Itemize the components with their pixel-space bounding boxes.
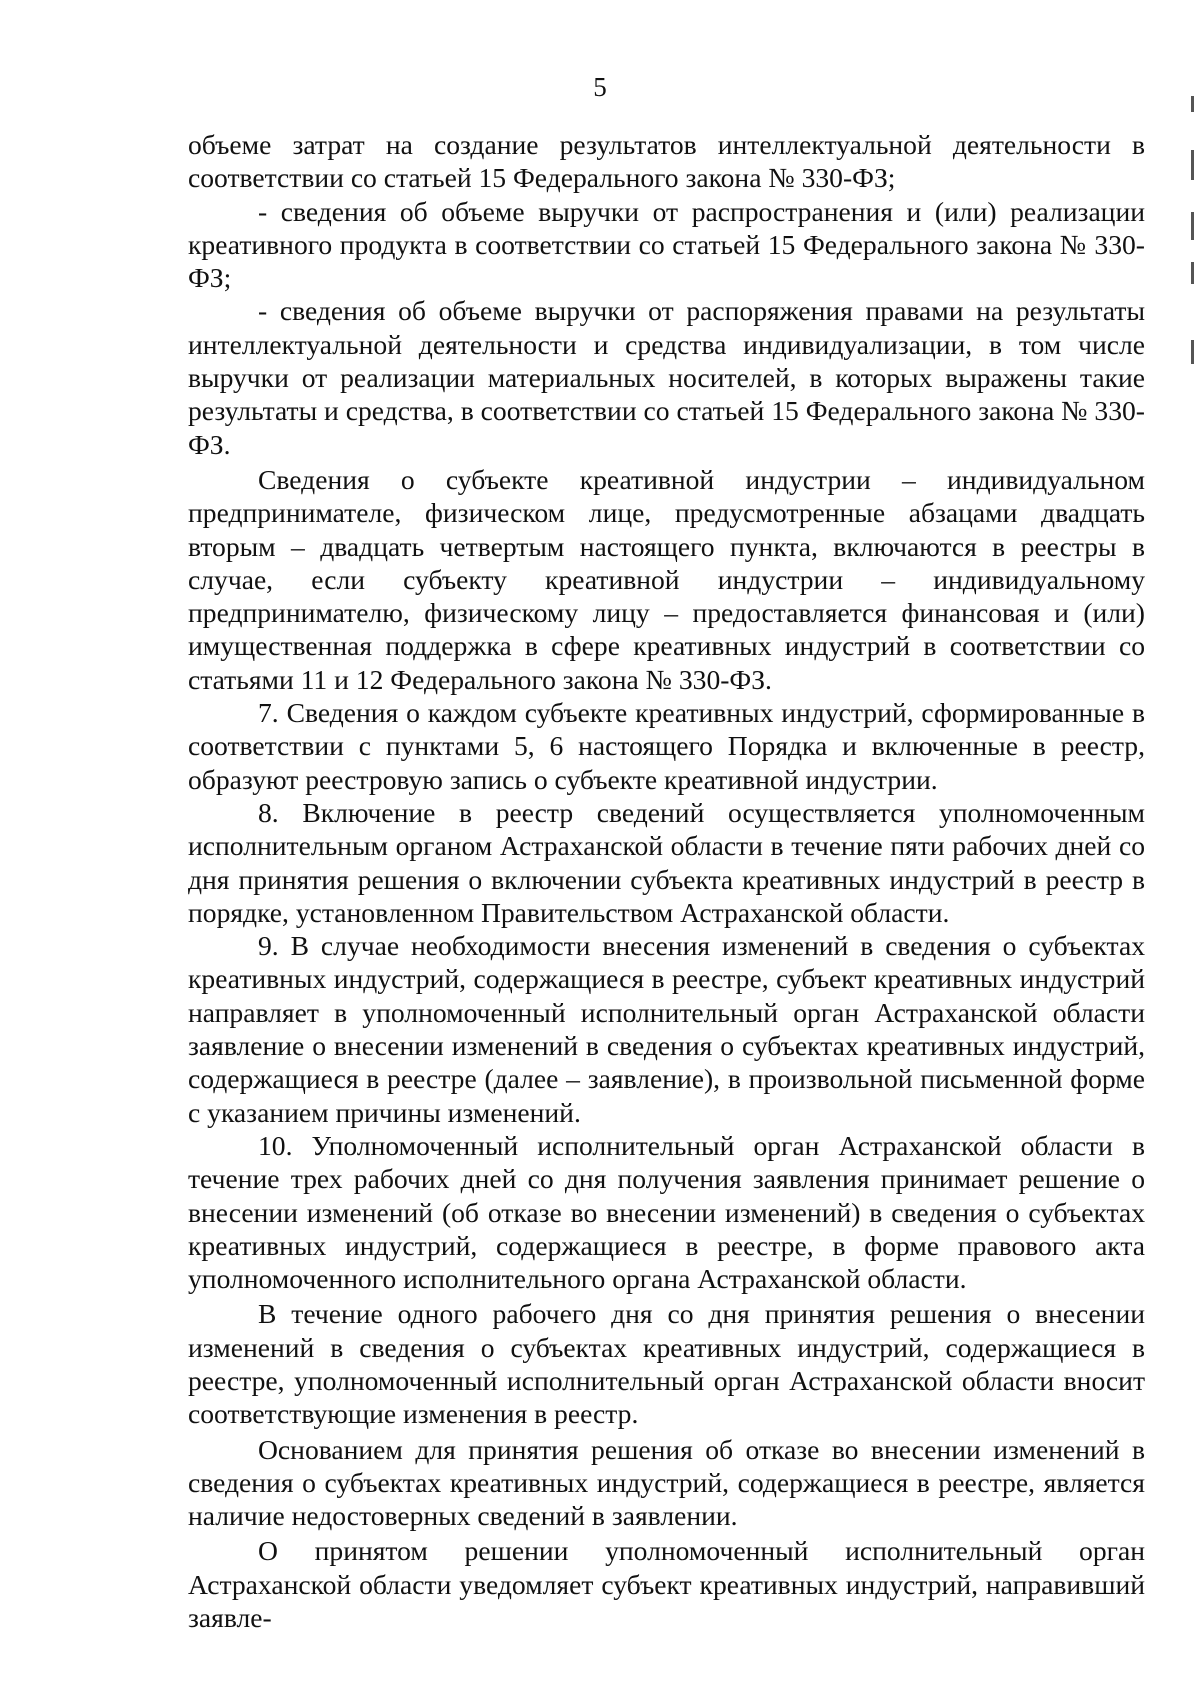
document-body <box>188 128 1145 1634</box>
paragraph: - сведения об объеме выручки от распространения и (или) реализации креативного продукта в соответствии со статьей 15 Федерального закона № 330-ФЗ; <box>188 195 1145 294</box>
paragraph: - сведения об объеме выручки от распоряжения правами на результаты интеллектуальной деятельности и средства индивидуализации, в том числе выручки от реализации материальных носителей, в которых выражены такие результаты и средства, в соответствии со статьей 15 Федерального закона № 330-ФЗ. <box>188 295 1145 460</box>
paragraph: 10. Уполномоченный исполнительный орган Астраханской области в течение трех рабочих дней со дня получения заявления принимает решение о внесении изменений (об отказе во внесении изменений) в сведения о субъектах креативных индустрий, содержащиеся в реестре, в форме правового акта уполномоченного исполнительного органа Астраханской области. <box>188 1129 1145 1295</box>
paragraph: О принятом решении уполномоченный исполнительный орган Астраханской области уведомляет субъект креативных индустрий, направивший заявле- <box>188 1535 1145 1634</box>
paragraph: В течение одного рабочего дня со дня принятия решения о внесении изменений в сведения о субъектах креативных индустрий, содержащиеся в реестре, уполномоченный исполнительный орган Астраханской области вносит соответствующие изменения в реестр. <box>188 1298 1145 1430</box>
scan-edge-mark <box>1191 262 1194 284</box>
scan-edge-mark <box>1191 340 1194 364</box>
scan-edge-mark <box>1191 96 1194 112</box>
scan-edge-mark <box>1191 212 1194 240</box>
paragraph: Сведения о субъекте креативной индустрии – индивидуальном предпринимателе, физическом лице, предусмотренные абзацами двадцать вторым – двадцать четвертым настоящего пункта, включаются в реестры в случае, если субъекту креативной индустрии – индивидуальному предпринимателю, физическому лицу – предоставляется финансовая и (или) имущественная поддержка в сфере креативных индустрий в соответствии со статьями 11 и 12 Федерального закона № 330-ФЗ. <box>188 463 1145 695</box>
paragraph: Основанием для принятия решения об отказе во внесении изменений в сведения о субъектах креативных индустрий, содержащиеся в реестре, является наличие недостоверных сведений в заявлении. <box>188 1433 1145 1532</box>
paragraph: 8. Включение в реестр сведений осуществляется уполномоченным исполнительным органом Астраханской области в течение пяти рабочих дней со дня принятия решения о включении субъекта креативных индустрий в реестр в порядке, установленном Правительством Астраханской области. <box>188 796 1145 928</box>
page-number: 5 <box>593 72 607 102</box>
scan-edge-mark <box>1191 150 1194 180</box>
paragraph: 7. Сведения о каждом субъекте креативных индустрий, сформированные в соответствии с пунктами 5, 6 настоящего Порядка и включенные в реестр, образуют реестровую запись о субъекте креативной индустрии. <box>188 697 1145 795</box>
paragraph: 9. В случае необходимости внесения изменений в сведения о субъектах креативных индустрий, содержащиеся в реестре, субъект креативных индустрий направляет в уполномоченный исполнительный орган Астраханской области заявление о внесении изменений в сведения о субъектах креативных индустрий, содержащиеся в реестре (далее – заявление), в произвольной письменной форме с указанием причины изменений. <box>188 930 1145 1128</box>
paragraph: объеме затрат на создание результатов интеллектуальной деятельности в соответствии со статьей 15 Федерального закона № 330-ФЗ; <box>188 129 1145 194</box>
